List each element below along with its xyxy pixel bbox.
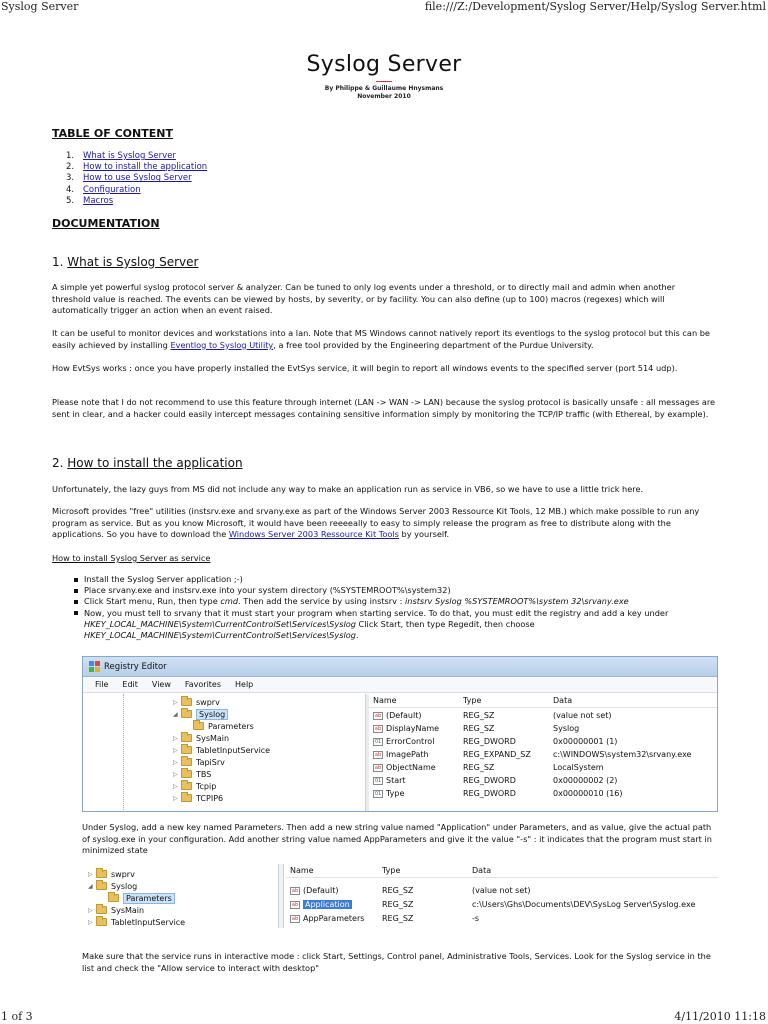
section-1-paragraph-1: A simple yet powerful syslog protocol server & analyzer. Can be tuned to only log events under a threshold, or to directly mail and admin when another threshold value is reached. The events can be viewed by hosts, by severity, or by facility. You can also define (up to 100) macros (regexes) which will automatically trigger an action when an event raised. [52, 282, 676, 316]
page-count: 1 of 3 [1, 1010, 33, 1023]
tree-node[interactable] [88, 904, 144, 916]
value-row[interactable] [369, 748, 718, 761]
tree-label: Parameters [208, 721, 254, 731]
collapse-icon[interactable]: ◢ [173, 710, 178, 718]
toc-item [66, 185, 207, 196]
section-2-paragraph-2 [52, 506, 716, 541]
toc-link-macros[interactable]: Macros [83, 195, 114, 206]
install-service-subheading: How to install Syslog Server as service [52, 553, 211, 563]
value-name: Application [305, 900, 350, 909]
string-value-icon: ab [374, 764, 382, 771]
text-run: Click Start, then type Regedit, then choose [355, 618, 535, 629]
expand-icon[interactable]: ▷ [173, 698, 178, 706]
eventlog-utility-link[interactable]: Eventlog to Syslog Utility [170, 339, 274, 350]
value-type: REG_SZ [382, 914, 414, 923]
tree-node[interactable] [173, 696, 220, 708]
tree-node[interactable] [173, 732, 229, 744]
section-2-heading [52, 456, 243, 470]
toc-number: 4. [66, 184, 75, 195]
title-divider [376, 81, 392, 82]
column-header-data[interactable]: Data [472, 866, 492, 875]
string-value-icon: ab [374, 712, 382, 719]
interactive-mode-instructions: Make sure that the service runs in interactive mode : click Start, Settings, Control panel, Administrative Tools, Services. Look for the Syslog service in the list and check the "Allow service to interact with desktop" [82, 951, 711, 973]
section-1-heading [52, 255, 198, 269]
tree-label: swprv [196, 697, 220, 707]
folder-icon [108, 894, 119, 902]
folder-icon [193, 722, 204, 730]
value-row[interactable] [286, 884, 718, 897]
registry-editor-icon [89, 661, 100, 672]
column-header-name[interactable]: Name [290, 866, 314, 875]
toc-link-what-is[interactable]: What is Syslog Server [83, 151, 176, 161]
page-title: Syslog Server [306, 52, 462, 77]
text-run: Now, you must tell to srvany that it must start your program when starting service. To do that, you must edit the registry and add a key under [84, 607, 669, 618]
value-name: ObjectName [386, 763, 436, 772]
byline-authors: By Philippe & Guillaume Hnysmans [324, 85, 444, 92]
toc-number: 3. [66, 173, 75, 184]
expand-icon[interactable]: ▷ [173, 746, 178, 754]
tree-node[interactable] [193, 720, 254, 732]
tree-label: TCPIP6 [196, 793, 224, 803]
folder-icon [181, 794, 192, 802]
value-row[interactable] [369, 774, 718, 787]
tree-node[interactable] [88, 868, 135, 880]
list-item: Install the Syslog Server application ;-) [74, 574, 724, 585]
toc-item [66, 196, 207, 207]
value-name: ErrorControl [386, 737, 435, 746]
string-value-icon: ab [291, 901, 299, 908]
value-row[interactable] [369, 761, 718, 774]
value-data: LocalSystem [553, 763, 604, 772]
value-name: DisplayName [386, 724, 440, 733]
values-list [286, 864, 718, 928]
section-2-paragraph-1: Unfortunately, the lazy guys from MS did not include any way to make an application run as service in VB6, so we have to use a little trick here. [52, 484, 644, 494]
value-type: REG_EXPAND_SZ [463, 750, 531, 759]
folder-icon [181, 734, 192, 742]
value-row[interactable] [369, 722, 718, 735]
value-name: (Default) [303, 886, 339, 895]
tree-label: TapiSrv [196, 757, 225, 767]
folder-icon [96, 870, 107, 878]
value-type: REG_SZ [463, 763, 495, 772]
tree-label: SysMain [111, 905, 145, 915]
toc-number: 5. [66, 195, 75, 206]
section-title: What is Syslog Server [67, 255, 199, 269]
tree-label: TabletInputService [196, 745, 271, 755]
binary-value-icon: 01 [374, 777, 382, 784]
expand-icon[interactable]: ▷ [88, 870, 93, 878]
value-data: (value not set) [553, 711, 612, 720]
command-text: cmd [220, 596, 239, 607]
text-run: . Then add the service by using instsrv : [238, 596, 405, 607]
toc-link-how-to-use[interactable]: How to use Syslog Server [83, 173, 192, 184]
value-data: -s [472, 914, 480, 923]
text-run: Microsoft provides "free" utilities (instsrv.exe and srvany.exe as part of the Windows Server 2003 Ressource Kit Tools, 12 MB.) which make possible to run any program as service. But as you know Microsoft, it would have been reeeeally to easy to simply release the program as free to distribute along with the applications. So you have to download the [52, 506, 700, 540]
folder-icon [96, 906, 107, 914]
value-row[interactable] [369, 709, 718, 722]
menu-bar [83, 677, 717, 693]
column-header-type[interactable]: Type [463, 696, 482, 705]
section-1-paragraph-3: How EvtSys works : once you have properly installed the EvtSys service, it will begin to report all windows events to the specified server (port 514 udp). [52, 363, 678, 373]
value-type: REG_SZ [382, 900, 414, 909]
tree-node[interactable] [173, 768, 211, 780]
section-title: How to install the application [67, 456, 243, 470]
binary-value-icon: 01 [374, 738, 382, 745]
values-header [286, 864, 718, 878]
print-timestamp: 4/11/2010 11:18 [674, 1010, 766, 1023]
toc-item [66, 162, 207, 173]
menu-favorites[interactable]: Favorites [184, 680, 222, 689]
value-type: REG_DWORD [463, 776, 516, 785]
folder-icon [96, 882, 107, 890]
registry-parameters-screenshot [82, 864, 718, 928]
string-value-icon: ab [374, 725, 382, 732]
tree-label: SysMain [196, 733, 230, 743]
tree-node[interactable] [173, 756, 225, 768]
expand-icon[interactable]: ▷ [88, 906, 93, 914]
tree-node-selected[interactable] [108, 892, 175, 904]
expand-icon[interactable]: ▷ [173, 734, 178, 742]
folder-icon [181, 698, 192, 706]
value-type: REG_SZ [463, 711, 495, 720]
toc-heading: TABLE OF CONTENT [52, 127, 173, 140]
value-data: c:\Users\Ghs\Documents\DEV\SysLog Server\Syslog.exe [472, 900, 696, 909]
folder-icon [181, 758, 192, 766]
text-run: It can be useful to monitor devices and workstations into a lan. Note that MS Windows cannot natively report its eventlogs to the syslog protocol but this can be easily achieved by installing [52, 328, 710, 350]
registry-tree [83, 694, 365, 812]
toc-item [66, 173, 207, 184]
print-footer [0, 1008, 768, 1024]
section-number: 1. [52, 255, 68, 269]
registry-path: HKEY_LOCAL_MACHINE\System\CurrentControlSet\Services\Syslog [84, 630, 356, 641]
print-header-url: file:///Z:/Development/Syslog Server/Help/Syslog Server.html [424, 0, 766, 13]
string-value-icon: ab [374, 751, 382, 758]
string-value-icon: ab [291, 887, 299, 894]
value-name: ImagePath [386, 750, 429, 759]
value-data: Syslog [553, 724, 580, 733]
table-of-contents [66, 151, 207, 207]
value-row[interactable] [369, 787, 718, 800]
value-name: Type [386, 789, 405, 798]
value-name: Start [386, 776, 406, 785]
tree-node[interactable] [173, 792, 223, 804]
folder-icon [181, 710, 192, 718]
collapse-icon[interactable]: ◢ [88, 882, 93, 890]
toc-number: 1. [66, 151, 75, 161]
menu-edit[interactable]: Edit [122, 680, 138, 689]
text-run: by yourself. [398, 529, 450, 540]
resource-kit-link[interactable]: Windows Server 2003 Ressource Kit Tools [228, 529, 399, 540]
folder-icon [181, 746, 192, 754]
pane-splitter[interactable] [278, 864, 284, 928]
value-data: 0x00000001 (1) [553, 737, 618, 746]
tree-label: Tcpip [196, 781, 217, 791]
column-header-data[interactable]: Data [553, 696, 573, 705]
value-type: REG_SZ [463, 724, 495, 733]
window-title: Registry Editor [104, 661, 167, 672]
value-type: REG_DWORD [463, 737, 516, 746]
text-run: . [355, 630, 359, 641]
column-header-name[interactable]: Name [373, 696, 397, 705]
text-run: Click Start menu, Run, then type [84, 596, 221, 607]
tree-node-selected[interactable] [173, 708, 228, 720]
value-row-selected[interactable] [286, 898, 718, 911]
value-data: 0x00000010 (16) [553, 789, 623, 798]
install-steps-list [74, 574, 724, 641]
expand-icon[interactable]: ▷ [173, 758, 178, 766]
byline [0, 85, 768, 101]
value-type: REG_SZ [382, 886, 414, 895]
documentation-heading: DOCUMENTATION [52, 217, 160, 230]
toc-number: 2. [66, 162, 75, 173]
print-header-title: Syslog Server [1, 0, 79, 13]
values-header [369, 694, 718, 708]
toc-link-install[interactable]: How to install the application [83, 162, 208, 173]
expand-icon[interactable]: ▷ [173, 770, 178, 778]
value-data: (value not set) [472, 886, 531, 895]
tree-node[interactable] [173, 780, 216, 792]
text-run: , a free tool provided by the Engineering department of the Purdue University. [273, 339, 594, 350]
registry-path: HKEY_LOCAL_MACHINE\System\CurrentControlSet\Services\Syslog [84, 618, 356, 629]
binary-value-icon: 01 [374, 790, 382, 797]
tree-label: TBS [196, 769, 212, 779]
section-1-paragraph-2 [52, 328, 716, 351]
menu-view[interactable]: View [151, 680, 171, 689]
value-name: AppParameters [303, 914, 365, 923]
value-data: 0x00000002 (2) [553, 776, 618, 785]
list-item: Place srvany.exe and instsrv.exe into your system directory (%SYSTEMROOT%\system32) [74, 585, 724, 596]
registry-editor-window [82, 656, 718, 812]
value-row[interactable] [286, 912, 718, 925]
menu-help[interactable]: Help [235, 680, 254, 689]
tree-label: swprv [111, 869, 135, 879]
tree-label: TabletInputService [111, 917, 186, 927]
folder-icon [96, 918, 107, 926]
registry-editor-titlebar [83, 657, 717, 677]
parameters-instructions: Under Syslog, add a new key named Parameters. Then add a new string value named "Application" under Parameters, and as value, give the actual path of syslog.exe in your configuration. Add another string value named AppParameters and give it the value "-s" : it indicates that the program must start in minimized state [82, 822, 712, 856]
command-text: instsrv Syslog %SYSTEMROOT%\system 32\srvany.exe [404, 596, 629, 607]
value-row[interactable] [369, 735, 718, 748]
expand-icon[interactable]: ▷ [173, 794, 178, 802]
list-item [74, 608, 724, 642]
folder-icon [181, 782, 192, 790]
toc-item [66, 151, 207, 162]
tree-node[interactable] [173, 744, 270, 756]
toc-link-configuration[interactable]: Configuration [83, 184, 141, 195]
list-item [74, 596, 724, 607]
byline-date: November 2010 [357, 93, 411, 100]
expand-icon[interactable]: ▷ [88, 918, 93, 926]
value-type: REG_DWORD [463, 789, 516, 798]
tree-label: Parameters [123, 893, 175, 904]
expand-icon[interactable]: ▷ [173, 782, 178, 790]
section-1-paragraph-4: Please note that I do not recommend to use this feature through internet (LAN -> WAN -> LAN) because the syslog protocol is basically unsafe : all messages are sent in clear, and a hacker could easily intercept messages containing sensitive information simply by monitoring the TCP/IP traffic (with Ethereal, by example). [52, 397, 716, 419]
section-number: 2. [52, 456, 68, 470]
string-value-icon: ab [291, 915, 299, 922]
tree-node[interactable] [88, 916, 185, 928]
tree-node[interactable] [88, 880, 137, 892]
tree-label: Syslog [111, 881, 138, 891]
values-list [369, 694, 718, 812]
folder-icon [181, 770, 192, 778]
print-header [0, 0, 768, 14]
menu-file[interactable]: File [95, 680, 109, 689]
column-header-type[interactable]: Type [382, 866, 401, 875]
tree-label: Syslog [196, 709, 228, 720]
value-data: c:\WINDOWS\system32\srvany.exe [553, 750, 692, 759]
value-name: (Default) [386, 711, 422, 720]
